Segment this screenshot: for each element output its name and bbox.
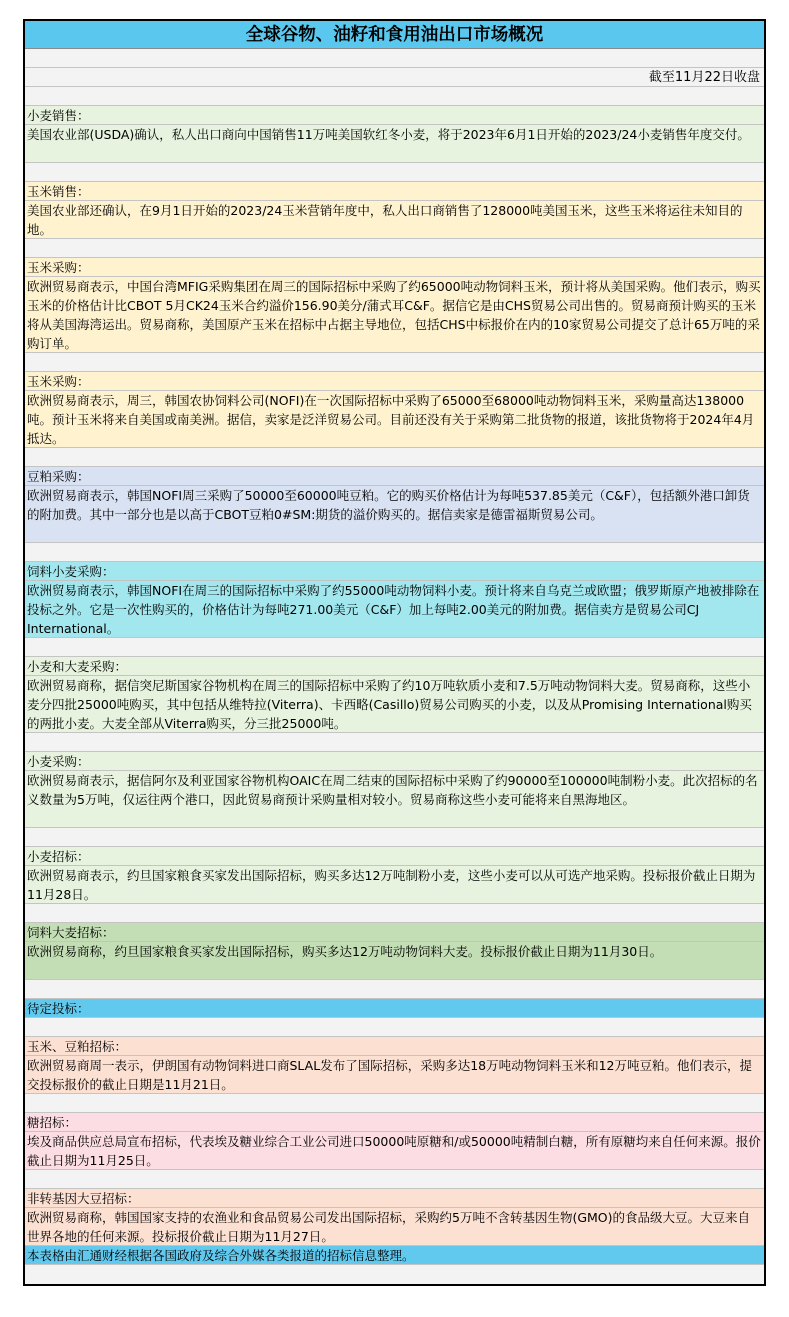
section-body: 欧洲贸易商表示，据信阿尔及利亚国家谷物机构OAIC在周二结束的国际招标中采购了约90000至100000吨制粉小麦。此次招标的名义数量为5万吨，仅运往两个港口，因此贸易商预计采购量相对较小。贸易商称这些小麦可能将来自黑海地区。 bbox=[25, 771, 764, 828]
section-body: 欧洲贸易商表示，中国台湾MFIG采购集团在周三的国际招标中采购了约65000吨动物饲料玉米，预计将从美国采购。他们表示，购买玉米的价格估计比CBOT 5月CK24玉米合约溢价156.90美分/蒲式耳C&F。据信它是由CHS贸易公司出售的。贸易商预计购买的玉米将从美国海湾运出。贸易商称，美国原产玉米在招标中占据主导地位，包括CHS中标报价在内的10家贸易公司提交了总计65万吨的采购订单。 bbox=[25, 277, 764, 353]
spacer-row bbox=[25, 163, 764, 182]
section-body: 美国农业部(USDA)确认，私人出口商向中国销售11万吨美国软红冬小麦，将于2023年6月1日开始的2023/24小麦销售年度交付。 bbox=[25, 125, 764, 163]
section-body: 欧洲贸易商称，约旦国家粮食买家发出国际招标，购买多达12万吨动物饲料大麦。投标报价截止日期为11月30日。 bbox=[25, 942, 764, 980]
section-heading: 非转基因大豆招标： bbox=[25, 1189, 764, 1208]
spacer-row bbox=[25, 1170, 764, 1189]
spacer-row bbox=[25, 1094, 764, 1113]
section-body: 欧洲贸易商表示，周三，韩国农协饲料公司(NOFI)在一次国际招标中采购了65000至68000吨动物饲料玉米，采购量高达138000吨。预计玉米将来自美国或南美洲。据信，卖家是泛洋贸易公司。目前还没有关于采购第二批货物的报道，该批货物将于2024年4月抵达。 bbox=[25, 391, 764, 448]
section-heading: 小麦销售： bbox=[25, 106, 764, 125]
section-heading: 小麦招标： bbox=[25, 847, 764, 866]
market-overview-table bbox=[23, 19, 766, 1286]
spacer-row bbox=[25, 1265, 764, 1284]
section-body: 美国农业部还确认，在9月1日开始的2023/24玉米营销年度中，私人出口商销售了128000吨美国玉米，这些玉米将运往未知目的地。 bbox=[25, 201, 764, 239]
section-heading: 饲料小麦采购： bbox=[25, 562, 764, 581]
section-heading: 小麦采购： bbox=[25, 752, 764, 771]
section-heading: 小麦和大麦采购： bbox=[25, 657, 764, 676]
closing-date: 截至11月22日收盘 bbox=[25, 68, 764, 87]
spacer-row bbox=[25, 239, 764, 258]
section-heading: 玉米、豆粕招标： bbox=[25, 1037, 764, 1056]
spacer-row bbox=[25, 49, 764, 68]
spacer-row bbox=[25, 87, 764, 106]
section-body: 欧洲贸易商称，韩国国家支持的农渔业和食品贸易公司发出国际招标，采购约5万吨不含转基因生物(GMO)的食品级大豆。大豆来自世界各地的任何来源。投标报价截止日期为11月27日。 bbox=[25, 1208, 764, 1246]
section-heading: 玉米采购： bbox=[25, 258, 764, 277]
section-heading: 豆粕采购： bbox=[25, 467, 764, 486]
section-body: 欧洲贸易商周一表示，伊朗国有动物饲料进口商SLAL发布了国际招标，采购多达18万吨动物饲料玉米和12万吨豆粕。他们表示，提交投标报价的截止日期是11月21日。 bbox=[25, 1056, 764, 1094]
spacer-row bbox=[25, 733, 764, 752]
section-heading: 饲料大麦招标： bbox=[25, 923, 764, 942]
section-body: 欧洲贸易商表示，韩国NOFI周三采购了50000至60000吨豆粕。它的购买价格估计为每吨537.85美元（C&F），包括额外港口卸货的附加费。其中一部分也是以高于CBOT豆粕0#SM:期货的溢价购买的。据信卖家是德雷福斯贸易公司。 bbox=[25, 486, 764, 543]
section-heading: 玉米采购： bbox=[25, 372, 764, 391]
spacer-row bbox=[25, 980, 764, 999]
source-note: 本表格由汇通财经根据各国政府及综合外媒各类报道的招标信息整理。 bbox=[25, 1246, 764, 1265]
pending-tenders-heading: 待定投标： bbox=[25, 999, 764, 1018]
section-heading: 玉米销售： bbox=[25, 182, 764, 201]
spacer-row bbox=[25, 353, 764, 372]
spacer-row bbox=[25, 448, 764, 467]
spacer-row bbox=[25, 638, 764, 657]
section-body: 欧洲贸易商表示，韩国NOFI在周三的国际招标中采购了约55000吨动物饲料小麦。预计将来自乌克兰或欧盟；俄罗斯原产地被排除在投标之外。它是一次性购买的，价格估计为每吨271.00美元（C&F）加上每吨2.00美元的附加费。据信卖方是贸易公司CJ International。 bbox=[25, 581, 764, 638]
table-title: 全球谷物、油籽和食用油出口市场概况 bbox=[25, 21, 764, 49]
section-body: 埃及商品供应总局宣布招标，代表埃及糖业综合工业公司进口50000吨原糖和/或50000吨精制白糖，所有原糖均来自任何来源。报价截止日期为11月25日。 bbox=[25, 1132, 764, 1170]
section-heading: 糖招标： bbox=[25, 1113, 764, 1132]
spacer-row bbox=[25, 904, 764, 923]
section-body: 欧洲贸易商表示，约旦国家粮食买家发出国际招标，购买多达12万吨制粉小麦，这些小麦可以从可选产地采购。投标报价截止日期为11月28日。 bbox=[25, 866, 764, 904]
spacer-row bbox=[25, 543, 764, 562]
spacer-row bbox=[25, 1018, 764, 1037]
spacer-row bbox=[25, 828, 764, 847]
section-body: 欧洲贸易商称，据信突尼斯国家谷物机构在周三的国际招标中采购了约10万吨软质小麦和7.5万吨动物饲料大麦。贸易商称，这些小麦分四批25000吨购买，其中包括从维特拉(Viterra)、卡西略(Casillo)贸易公司购买的小麦，以及从Promising International购买的两批小麦。大麦全部从Viterra购买，分三批25000吨。 bbox=[25, 676, 764, 733]
